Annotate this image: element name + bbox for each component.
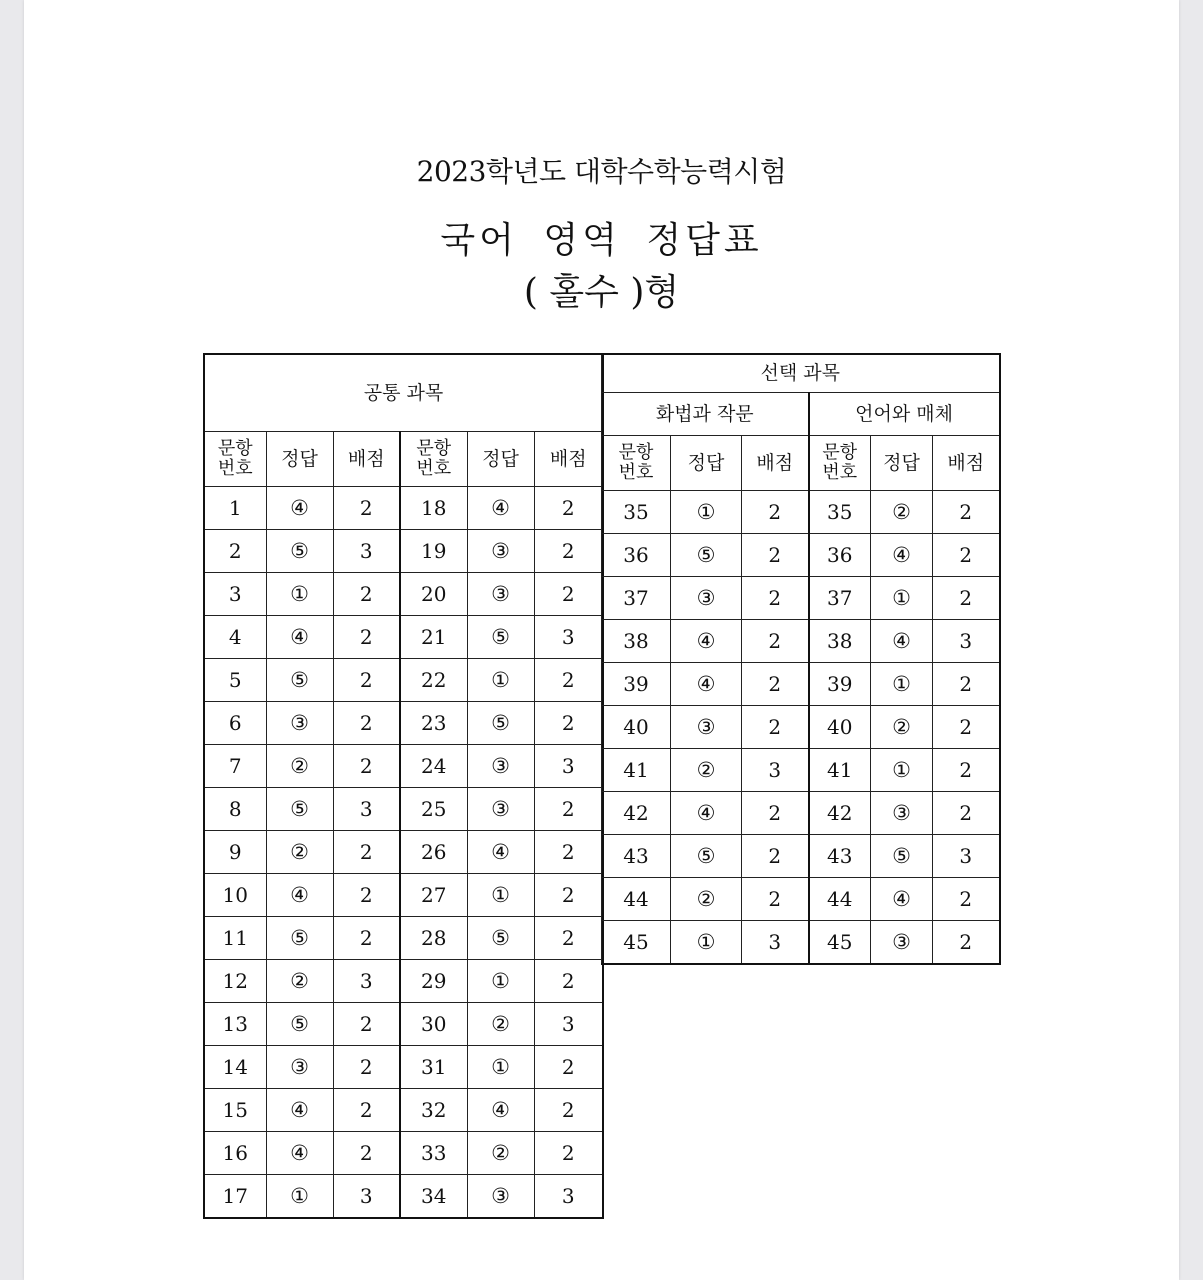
answer-header: 정답 xyxy=(671,436,742,491)
points-cell: 2 xyxy=(333,874,400,917)
table-row xyxy=(204,702,603,745)
points-cell: 2 xyxy=(742,835,809,878)
table-row xyxy=(602,663,1000,706)
answer-cell: ⑤ xyxy=(671,534,742,577)
points-cell: 2 xyxy=(333,745,400,788)
answer-cell: ① xyxy=(871,577,933,620)
table-row xyxy=(204,573,603,616)
answer-cell: ④ xyxy=(266,1132,333,1175)
answer-cell: ② xyxy=(266,745,333,788)
answer-cell: ④ xyxy=(467,487,534,530)
question-number-cell: 26 xyxy=(400,831,467,874)
answer-cell: ⑤ xyxy=(266,788,333,831)
table-row xyxy=(602,577,1000,620)
question-number-cell: 42 xyxy=(602,792,671,835)
table-row xyxy=(204,874,603,917)
points-cell: 3 xyxy=(534,745,603,788)
table-row xyxy=(602,835,1000,878)
points-cell: 2 xyxy=(333,659,400,702)
question-number-cell: 9 xyxy=(204,831,266,874)
question-number-cell: 17 xyxy=(204,1175,266,1219)
answer-header: 정답 xyxy=(871,436,933,491)
elective-subject-header: 선택 과목 xyxy=(602,354,1000,393)
question-number-header xyxy=(204,432,266,487)
answer-cell: ① xyxy=(266,1175,333,1219)
points-cell: 2 xyxy=(333,702,400,745)
answer-cell: ① xyxy=(266,573,333,616)
points-cell: 2 xyxy=(742,663,809,706)
question-number-cell: 23 xyxy=(400,702,467,745)
points-cell: 3 xyxy=(534,1175,603,1219)
question-number-cell: 16 xyxy=(204,1132,266,1175)
points-cell: 2 xyxy=(534,702,603,745)
question-number-cell: 40 xyxy=(809,706,871,749)
question-number-cell: 13 xyxy=(204,1003,266,1046)
points-header: 배점 xyxy=(933,436,1000,491)
points-header: 배점 xyxy=(742,436,809,491)
question-number-cell: 20 xyxy=(400,573,467,616)
table-row xyxy=(204,960,603,1003)
question-number-cell: 24 xyxy=(400,745,467,788)
points-cell: 2 xyxy=(333,1046,400,1089)
question-number-header xyxy=(400,432,467,487)
answer-cell: ③ xyxy=(671,706,742,749)
points-cell: 3 xyxy=(933,835,1000,878)
table-row xyxy=(602,749,1000,792)
question-number-cell: 44 xyxy=(602,878,671,921)
question-number-cell: 28 xyxy=(400,917,467,960)
exam-type-title: ( 홀수 )형 xyxy=(523,272,680,313)
points-cell: 2 xyxy=(333,487,400,530)
points-cell: 2 xyxy=(534,874,603,917)
points-cell: 2 xyxy=(933,663,1000,706)
question-number-cell: 41 xyxy=(809,749,871,792)
answer-cell: ⑤ xyxy=(266,530,333,573)
question-number-cell: 10 xyxy=(204,874,266,917)
table-row xyxy=(204,487,603,530)
question-number-cell: 43 xyxy=(809,835,871,878)
answer-cell: ④ xyxy=(266,616,333,659)
answer-cell: ① xyxy=(467,874,534,917)
question-number-header-line2: 번호 xyxy=(822,462,858,483)
answer-cell: ② xyxy=(671,749,742,792)
answer-cell: ① xyxy=(671,921,742,965)
table-row xyxy=(602,792,1000,835)
question-number-header xyxy=(602,436,671,491)
answer-cell: ② xyxy=(871,706,933,749)
question-number-cell: 41 xyxy=(602,749,671,792)
elective-subject-table xyxy=(601,353,1001,965)
points-cell: 3 xyxy=(333,530,400,573)
question-number-cell: 37 xyxy=(809,577,871,620)
table-row xyxy=(602,620,1000,663)
table-row xyxy=(204,831,603,874)
table-row xyxy=(602,534,1000,577)
question-number-cell: 33 xyxy=(400,1132,467,1175)
points-cell: 2 xyxy=(742,534,809,577)
question-number-cell: 36 xyxy=(809,534,871,577)
question-number-cell: 31 xyxy=(400,1046,467,1089)
points-cell: 3 xyxy=(534,1003,603,1046)
question-number-header-line1: 문항 xyxy=(217,438,253,459)
points-cell: 2 xyxy=(333,573,400,616)
answer-cell: ③ xyxy=(467,788,534,831)
points-cell: 2 xyxy=(933,577,1000,620)
exam-title: 2023학년도 대학수학능력시험 xyxy=(416,155,787,188)
question-number-cell: 25 xyxy=(400,788,467,831)
points-cell: 2 xyxy=(534,960,603,1003)
answer-cell: ⑤ xyxy=(467,917,534,960)
answer-cell: ③ xyxy=(266,1046,333,1089)
points-cell: 3 xyxy=(742,749,809,792)
answer-cell: ⑤ xyxy=(467,702,534,745)
points-cell: 2 xyxy=(333,1003,400,1046)
table-row xyxy=(204,1175,603,1219)
answer-cell: ⑤ xyxy=(266,1003,333,1046)
answer-cell: ① xyxy=(871,749,933,792)
answer-cell: ② xyxy=(266,960,333,1003)
question-number-cell: 27 xyxy=(400,874,467,917)
table-row xyxy=(204,1003,603,1046)
table-row xyxy=(204,530,603,573)
question-number-cell: 45 xyxy=(809,921,871,965)
answer-cell: ③ xyxy=(467,573,534,616)
question-number-cell: 37 xyxy=(602,577,671,620)
answer-cell: ⑤ xyxy=(266,659,333,702)
answer-cell: ② xyxy=(871,491,933,534)
question-number-header-line2: 번호 xyxy=(217,458,253,479)
question-number-cell: 6 xyxy=(204,702,266,745)
points-cell: 3 xyxy=(742,921,809,965)
question-number-cell: 42 xyxy=(809,792,871,835)
points-cell: 2 xyxy=(742,620,809,663)
answer-cell: ③ xyxy=(467,745,534,788)
question-number-cell: 30 xyxy=(400,1003,467,1046)
points-cell: 3 xyxy=(333,1175,400,1219)
table-row xyxy=(602,921,1000,965)
points-cell: 2 xyxy=(933,792,1000,835)
answer-header: 정답 xyxy=(266,432,333,487)
answer-cell: ④ xyxy=(467,831,534,874)
answer-cell: ① xyxy=(671,491,742,534)
points-header: 배점 xyxy=(534,432,603,487)
answer-cell: ④ xyxy=(871,878,933,921)
table-row xyxy=(204,659,603,702)
points-cell: 2 xyxy=(933,749,1000,792)
answer-cell: ② xyxy=(467,1132,534,1175)
answer-cell: ④ xyxy=(266,487,333,530)
points-cell: 3 xyxy=(933,620,1000,663)
question-number-cell: 32 xyxy=(400,1089,467,1132)
answer-cell: ③ xyxy=(871,921,933,965)
question-number-cell: 29 xyxy=(400,960,467,1003)
question-number-cell: 18 xyxy=(400,487,467,530)
table-row xyxy=(204,745,603,788)
common-subject-table xyxy=(203,353,604,1219)
answer-cell: ① xyxy=(467,659,534,702)
question-number-cell: 3 xyxy=(204,573,266,616)
question-number-cell: 39 xyxy=(809,663,871,706)
answer-cell: ④ xyxy=(266,874,333,917)
answer-cell: ③ xyxy=(467,1175,534,1219)
answer-cell: ④ xyxy=(871,620,933,663)
answer-header: 정답 xyxy=(467,432,534,487)
question-number-cell: 44 xyxy=(809,878,871,921)
question-number-header xyxy=(809,436,871,491)
points-cell: 2 xyxy=(333,1132,400,1175)
answer-cell: ④ xyxy=(671,792,742,835)
question-number-cell: 34 xyxy=(400,1175,467,1219)
question-number-cell: 2 xyxy=(204,530,266,573)
points-cell: 2 xyxy=(534,1089,603,1132)
points-cell: 2 xyxy=(742,792,809,835)
answer-cell: ③ xyxy=(266,702,333,745)
points-cell: 2 xyxy=(333,616,400,659)
points-cell: 2 xyxy=(534,573,603,616)
question-number-header-line1: 문항 xyxy=(618,442,654,463)
answer-cell: ③ xyxy=(467,530,534,573)
question-number-cell: 8 xyxy=(204,788,266,831)
question-number-cell: 11 xyxy=(204,917,266,960)
question-number-cell: 1 xyxy=(204,487,266,530)
table-row xyxy=(204,616,603,659)
points-cell: 2 xyxy=(933,491,1000,534)
question-number-header-line1: 문항 xyxy=(416,438,452,459)
points-cell: 2 xyxy=(933,878,1000,921)
table-row xyxy=(204,1132,603,1175)
table-row xyxy=(602,878,1000,921)
table-row xyxy=(204,1089,603,1132)
question-number-cell: 45 xyxy=(602,921,671,965)
points-cell: 2 xyxy=(742,706,809,749)
points-cell: 2 xyxy=(933,706,1000,749)
question-number-cell: 15 xyxy=(204,1089,266,1132)
question-number-cell: 5 xyxy=(204,659,266,702)
answer-cell: ④ xyxy=(871,534,933,577)
answer-cell: ⑤ xyxy=(871,835,933,878)
subject-title: 국어 영역 정답표 xyxy=(440,220,763,261)
question-number-cell: 21 xyxy=(400,616,467,659)
answer-cell: ③ xyxy=(671,577,742,620)
language-media-header: 언어와 매체 xyxy=(809,393,1000,436)
points-cell: 2 xyxy=(534,1046,603,1089)
question-number-cell: 38 xyxy=(602,620,671,663)
common-subject-header: 공통 과목 xyxy=(204,354,603,432)
question-number-cell: 19 xyxy=(400,530,467,573)
answer-cell: ② xyxy=(467,1003,534,1046)
answer-cell: ④ xyxy=(467,1089,534,1132)
answer-cell: ③ xyxy=(871,792,933,835)
points-cell: 3 xyxy=(333,960,400,1003)
question-number-cell: 14 xyxy=(204,1046,266,1089)
question-number-cell: 36 xyxy=(602,534,671,577)
answer-cell: ① xyxy=(871,663,933,706)
question-number-cell: 12 xyxy=(204,960,266,1003)
question-number-header-line2: 번호 xyxy=(416,458,452,479)
table-row xyxy=(602,491,1000,534)
table-row xyxy=(204,1046,603,1089)
question-number-cell: 38 xyxy=(809,620,871,663)
question-number-cell: 4 xyxy=(204,616,266,659)
points-cell: 3 xyxy=(534,616,603,659)
question-number-header-line2: 번호 xyxy=(618,462,654,483)
points-cell: 2 xyxy=(333,917,400,960)
question-number-cell: 35 xyxy=(602,491,671,534)
speech-writing-header: 화법과 작문 xyxy=(602,393,809,436)
answer-cell: ④ xyxy=(671,663,742,706)
points-cell: 3 xyxy=(333,788,400,831)
points-cell: 2 xyxy=(933,921,1000,965)
points-cell: 2 xyxy=(742,878,809,921)
points-cell: 2 xyxy=(742,577,809,620)
answer-cell: ② xyxy=(671,878,742,921)
question-number-header-line1: 문항 xyxy=(822,442,858,463)
points-cell: 2 xyxy=(534,917,603,960)
answer-cell: ④ xyxy=(671,620,742,663)
question-number-cell: 43 xyxy=(602,835,671,878)
question-number-cell: 35 xyxy=(809,491,871,534)
answer-cell: ⑤ xyxy=(467,616,534,659)
points-cell: 2 xyxy=(933,534,1000,577)
points-cell: 2 xyxy=(333,1089,400,1132)
points-cell: 2 xyxy=(534,788,603,831)
points-cell: 2 xyxy=(534,659,603,702)
points-header: 배점 xyxy=(333,432,400,487)
table-row xyxy=(602,706,1000,749)
answer-cell: ① xyxy=(467,960,534,1003)
question-number-cell: 39 xyxy=(602,663,671,706)
points-cell: 2 xyxy=(534,831,603,874)
answer-cell: ④ xyxy=(266,1089,333,1132)
question-number-cell: 22 xyxy=(400,659,467,702)
points-cell: 2 xyxy=(534,530,603,573)
points-cell: 2 xyxy=(333,831,400,874)
question-number-cell: 40 xyxy=(602,706,671,749)
question-number-cell: 7 xyxy=(204,745,266,788)
points-cell: 2 xyxy=(534,1132,603,1175)
answer-cell: ① xyxy=(467,1046,534,1089)
table-row xyxy=(204,788,603,831)
table-row xyxy=(204,917,603,960)
answer-cell: ⑤ xyxy=(671,835,742,878)
answer-cell: ② xyxy=(266,831,333,874)
points-cell: 2 xyxy=(534,487,603,530)
answer-cell: ⑤ xyxy=(266,917,333,960)
points-cell: 2 xyxy=(742,491,809,534)
